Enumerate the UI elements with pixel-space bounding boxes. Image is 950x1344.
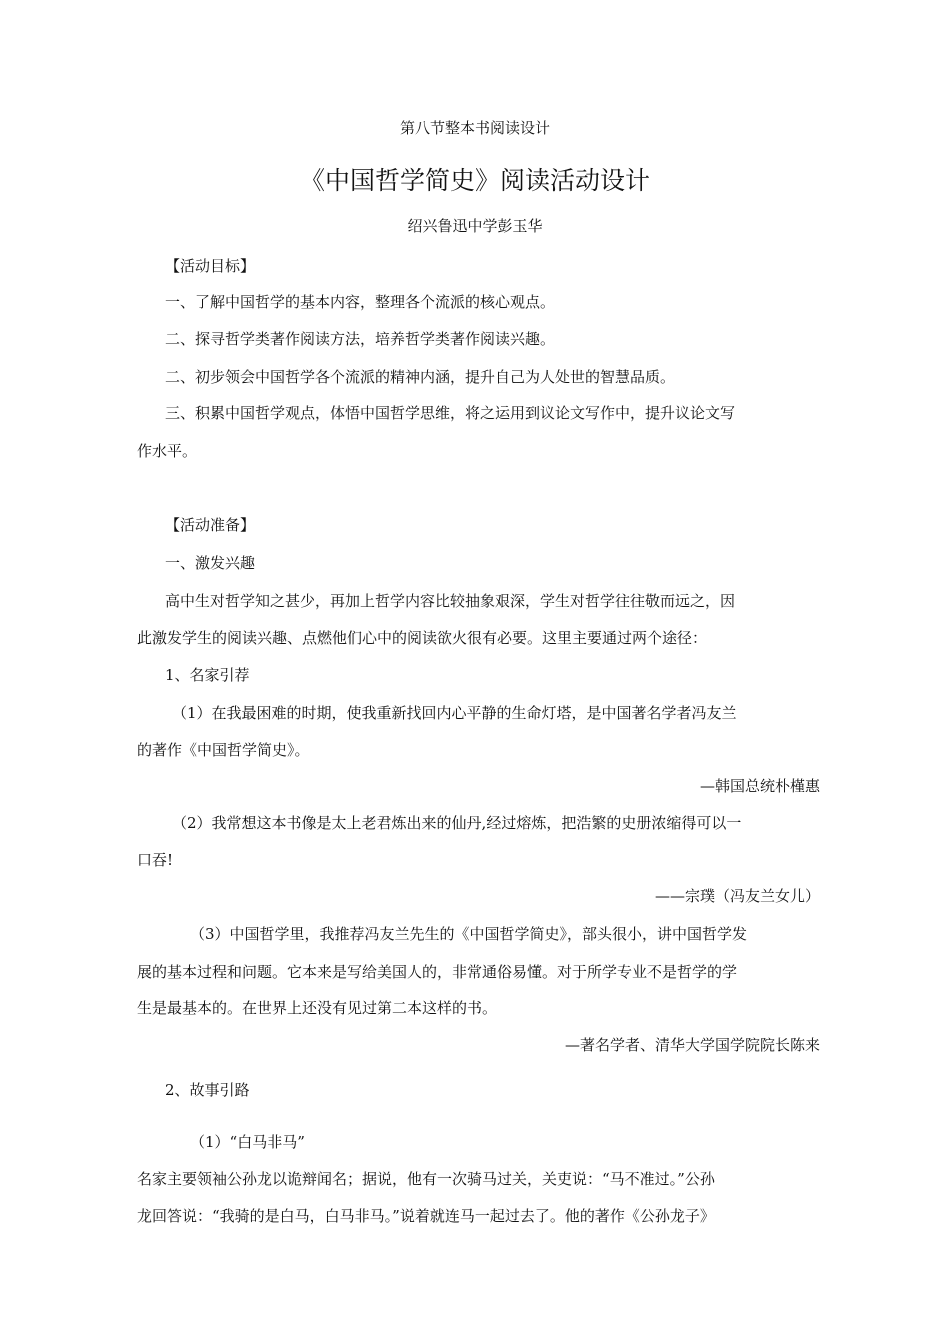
goal-item: 一、了解中国哲学的基本内容，整理各个流派的核心观点。 <box>165 293 556 311</box>
prep-subheading: 一、激发兴趣 <box>165 554 256 572</box>
section-title: 第八节整本书阅读设计 <box>399 119 550 137</box>
quote-line: （1）在我最困难的时期，使我重新找回内心平静的生命灯塔，是中国著名学者冯友兰 <box>172 704 737 722</box>
goal-item: 二、探寻哲学类著作阅读方法，培养哲学类著作阅读兴趣。 <box>165 330 556 348</box>
story-title: （1）“白马非马” <box>190 1133 305 1151</box>
quote-line: 口吞! <box>137 851 174 869</box>
goals-heading: 【活动目标】 <box>165 257 256 275</box>
quote-line: （3）中国哲学里，我推荐冯友兰先生的《中国哲学简史》，部头很小，讲中国哲学发 <box>190 925 748 943</box>
story-line: 名家主要领袖公孙龙以诡辩闻名；据说，他有一次骑马过关，关吏说：“马不准过。”公孙 <box>137 1170 715 1188</box>
goal-item: 二、初步领会中国哲学各个流派的精神内涵，提升自己为人处世的智慧品质。 <box>165 368 676 386</box>
author-line: 绍兴鲁迅中学彭玉华 <box>407 217 543 235</box>
story-line: 龙回答说：“我骑的是白马，白马非马。”说着就连马一起过去了。他的著作《公孙龙子》 <box>137 1207 715 1225</box>
list-item-heading: 1、名家引荐 <box>165 666 250 684</box>
quote-line: 展的基本过程和问题。它本来是写给美国人的，非常通俗易懂。对于所学专业不是哲学的学 <box>137 963 738 981</box>
paragraph-line: 此激发学生的阅读兴趣、点燃他们心中的阅读欲火很有必要。这里主要通过两个途径： <box>137 629 708 647</box>
main-title: 《中国哲学简史》阅读活动设计 <box>299 166 650 195</box>
quote-source: ——宗璞（冯友兰女儿） <box>654 887 820 905</box>
quote-line: 的著作《中国哲学简史》。 <box>137 741 310 759</box>
quote-source: —韩国总统朴槿惠 <box>699 777 820 795</box>
paragraph-line: 高中生对哲学知之甚少，再加上哲学内容比较抽象艰深，学生对哲学往往敬而远之，因 <box>165 592 736 610</box>
prep-heading: 【活动准备】 <box>165 516 256 534</box>
goal-item-continued: 作水平。 <box>137 442 198 460</box>
quote-line: 生是最基本的。在世界上还没有见过第二本这样的书。 <box>137 999 498 1017</box>
quote-line: （2）我常想这本书像是太上老君炼出来的仙丹,经过熔炼，把浩繁的史册浓缩得可以一 <box>172 814 742 832</box>
goal-item: 三、积累中国哲学观点，体悟中国哲学思维，将之运用到议论文写作中，提升议论文写 <box>165 404 736 422</box>
list-item-heading: 2、故事引路 <box>165 1081 250 1099</box>
quote-source: —著名学者、清华大学国学院院长陈来 <box>564 1036 820 1054</box>
